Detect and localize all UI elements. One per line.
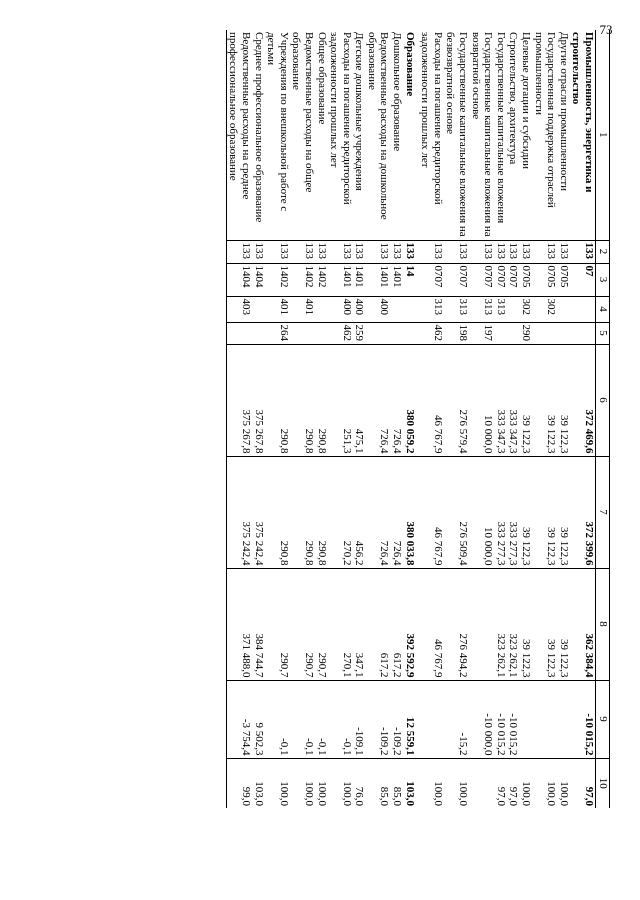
budget-table — [226, 30, 610, 808]
approved-plan-cell: 251,3 — [328, 344, 353, 456]
ministry-code-cell: 133 — [290, 240, 315, 263]
target-code-cell: 313 — [494, 296, 507, 322]
approved-plan-cell: 726,4 — [365, 344, 390, 456]
actual-executed-cell: 276 494,2 — [444, 568, 469, 680]
adjusted-plan-cell: 456,2 — [353, 456, 366, 568]
adjusted-plan-cell: 375 242,4 — [226, 456, 252, 568]
row-label-cell: Промышленность, энергетика и строительство — [570, 32, 595, 193]
target-code-cell — [557, 296, 570, 322]
approved-plan-cell: 372 469,6 — [570, 344, 596, 456]
approved-plan-cell: 375 267,8 — [252, 344, 265, 456]
table-row — [444, 30, 469, 808]
percent-executed-cell: 103,0 — [403, 758, 419, 808]
header-cell: 8 — [596, 568, 610, 680]
section-code-cell: 1402 — [265, 263, 290, 296]
expense-code-cell — [494, 322, 507, 344]
section-code-cell: 1401 — [365, 263, 390, 296]
deviation-cell: -10 000,0 — [469, 680, 494, 758]
row-label-cell: Ведомственные расходы на среднее профессиональное образование — [226, 30, 252, 240]
ministry-code-cell: 133 — [252, 240, 265, 263]
deviation-cell: -0,1 — [265, 680, 290, 758]
deviation-cell: 9 502,3 — [252, 680, 265, 758]
expense-code-cell: 259 — [353, 322, 366, 344]
adjusted-plan-cell: 270,2 — [328, 456, 353, 568]
approved-plan-cell: 46 767,9 — [419, 344, 444, 456]
table-row — [507, 30, 520, 808]
row-label-cell: Общее образование — [315, 32, 328, 125]
table-row — [353, 30, 366, 808]
actual-executed-cell — [469, 568, 494, 680]
adjusted-plan-cell: 276 509,4 — [444, 456, 469, 568]
page-number: 73 — [599, 22, 613, 37]
percent-executed-cell: 100,0 — [419, 758, 444, 808]
approved-plan-cell: 726,4 — [391, 344, 404, 456]
section-code-cell: 0705 — [519, 263, 532, 296]
deviation-cell: -109,2 — [391, 680, 404, 758]
approved-plan-cell: 290,8 — [290, 344, 315, 456]
row-label-cell: Государственные капитальные вложения — [494, 32, 507, 224]
header-cell: 6 — [596, 344, 610, 456]
ministry-code-cell: 133 — [353, 240, 366, 263]
deviation-cell: -109,1 — [353, 680, 366, 758]
ministry-code-cell: 133 — [557, 240, 570, 263]
actual-executed-cell: 371 488,0 — [226, 568, 252, 680]
section-code-cell: 14 — [403, 263, 419, 296]
expense-code-cell: 462 — [328, 322, 353, 344]
section-code-cell: 0707 — [507, 263, 520, 296]
table-row — [265, 30, 290, 808]
actual-executed-cell: 46 767,9 — [419, 568, 444, 680]
section-code-cell: 0707 — [494, 263, 507, 296]
ministry-code-cell: 133 — [315, 240, 328, 263]
table-row — [365, 30, 390, 808]
ministry-code-cell: 133 — [570, 240, 596, 263]
target-code-cell: 313 — [469, 296, 494, 322]
percent-executed-cell: 85,0 — [391, 758, 404, 808]
percent-executed-cell: 100,0 — [315, 758, 328, 808]
target-code-cell: 400 — [365, 296, 390, 322]
ministry-code-cell: 133 — [391, 240, 404, 263]
percent-executed-cell: 100,0 — [557, 758, 570, 808]
percent-executed-cell — [469, 758, 494, 808]
section-code-cell: 1402 — [290, 263, 315, 296]
section-code-cell: 0707 — [419, 263, 444, 296]
table-row — [315, 30, 328, 808]
header-cell: 2 — [596, 240, 610, 263]
section-code-cell: 1404 — [226, 263, 252, 296]
header-cell: 3 — [596, 263, 610, 296]
expense-code-cell: 264 — [265, 322, 290, 344]
table-row — [419, 30, 444, 808]
header-cell: 9 — [596, 680, 610, 758]
deviation-cell: -0,1 — [328, 680, 353, 758]
percent-executed-cell: 97,0 — [570, 758, 596, 808]
adjusted-plan-cell: 372 399,6 — [570, 456, 596, 568]
actual-executed-cell: 347,1 — [353, 568, 366, 680]
target-code-cell — [252, 296, 265, 322]
table-row — [391, 30, 404, 808]
actual-executed-cell: 617,2 — [365, 568, 390, 680]
approved-plan-cell: 39 122,3 — [532, 344, 557, 456]
approved-plan-cell: 39 122,3 — [519, 344, 532, 456]
ministry-code-cell: 133 — [365, 240, 390, 263]
actual-executed-cell: 290,7 — [315, 568, 328, 680]
deviation-cell: 12 559,1 — [403, 680, 419, 758]
deviation-cell — [532, 680, 557, 758]
approved-plan-cell: 333 347,3 — [494, 344, 507, 456]
expense-code-cell — [391, 322, 404, 344]
section-code-cell: 1402 — [315, 263, 328, 296]
row-label-cell: Государственные капитальные вложения на возвратной основе — [469, 32, 495, 237]
table-row — [252, 30, 265, 808]
section-code-cell: 0707 — [444, 263, 469, 296]
ministry-code-cell: 133 — [507, 240, 520, 263]
adjusted-plan-cell: 726,4 — [391, 456, 404, 568]
percent-executed-cell: 76,0 — [353, 758, 366, 808]
actual-executed-cell: 392 592,9 — [403, 568, 419, 680]
adjusted-plan-cell: 726,4 — [365, 456, 390, 568]
adjusted-plan-cell: 46 767,9 — [419, 456, 444, 568]
target-code-cell — [507, 296, 520, 322]
row-label-cell: Государственные капитальные вложения на безвозвратной основе — [444, 32, 470, 237]
row-label-cell: Расходы на погашение кредиторской задолженности прошлых лет — [328, 32, 353, 205]
deviation-cell: -0,1 — [315, 680, 328, 758]
row-label-cell: Среднее профессиональное образование — [252, 32, 265, 223]
approved-plan-cell: 39 122,3 — [557, 344, 570, 456]
expense-code-cell — [532, 322, 557, 344]
target-code-cell: 313 — [444, 296, 469, 322]
deviation-cell — [519, 680, 532, 758]
actual-executed-cell: 362 384,4 — [570, 568, 596, 680]
adjusted-plan-cell: 39 122,3 — [557, 456, 570, 568]
actual-executed-cell: 323 262,1 — [494, 568, 507, 680]
ministry-code-cell: 133 — [444, 240, 469, 263]
deviation-cell: -3 754,4 — [226, 680, 252, 758]
table-row — [494, 30, 507, 808]
target-code-cell — [570, 296, 596, 322]
approved-plan-cell: 290,8 — [265, 344, 290, 456]
adjusted-plan-cell: 375 242,4 — [252, 456, 265, 568]
section-code-cell: 0705 — [532, 263, 557, 296]
adjusted-plan-cell: 10 000,0 — [469, 456, 494, 568]
target-code-cell: 403 — [226, 296, 252, 322]
table-row — [519, 30, 532, 808]
row-label-cell: Ведомственные расходы на общее образование — [290, 32, 315, 193]
target-code-cell: 401 — [265, 296, 290, 322]
row-label-cell: Образование — [403, 32, 416, 97]
section-code-cell: 1401 — [391, 263, 404, 296]
table-row — [403, 30, 419, 808]
row-label-cell: Строительство, архитектура — [507, 32, 520, 165]
approved-plan-cell: 375 267,8 — [226, 344, 252, 456]
target-code-cell — [315, 296, 328, 322]
ministry-code-cell: 133 — [328, 240, 353, 263]
actual-executed-cell: 323 262,1 — [507, 568, 520, 680]
expense-code-cell — [226, 322, 252, 344]
percent-executed-cell: 100,0 — [290, 758, 315, 808]
expense-code-cell: 197 — [469, 322, 494, 344]
target-code-cell: 302 — [532, 296, 557, 322]
expense-code-cell — [507, 322, 520, 344]
ministry-code-cell: 133 — [403, 240, 419, 263]
deviation-cell — [419, 680, 444, 758]
approved-plan-cell: 475,1 — [353, 344, 366, 456]
adjusted-plan-cell: 333 277,3 — [507, 456, 520, 568]
target-code-cell — [391, 296, 404, 322]
actual-executed-cell: 270,1 — [328, 568, 353, 680]
deviation-cell: -15,2 — [444, 680, 469, 758]
table-row — [469, 30, 494, 808]
deviation-cell: -10 015,2 — [570, 680, 596, 758]
table-row — [532, 30, 557, 808]
table-header-row — [596, 30, 610, 808]
actual-executed-cell: 39 122,3 — [557, 568, 570, 680]
section-code-cell: 0705 — [557, 263, 570, 296]
adjusted-plan-cell: 380 033,8 — [403, 456, 419, 568]
row-label-cell: Другие отрасли промышленности — [557, 32, 570, 192]
target-code-cell: 400 — [328, 296, 353, 322]
section-code-cell: 0707 — [469, 263, 494, 296]
percent-executed-cell: 85,0 — [365, 758, 390, 808]
actual-executed-cell: 39 122,3 — [519, 568, 532, 680]
expense-code-cell — [315, 322, 328, 344]
section-code-cell: 1401 — [328, 263, 353, 296]
actual-executed-cell: 39 122,3 — [532, 568, 557, 680]
expense-code-cell — [252, 322, 265, 344]
ministry-code-cell: 133 — [532, 240, 557, 263]
target-code-cell: 401 — [290, 296, 315, 322]
header-cell: 4 — [596, 296, 610, 322]
percent-executed-cell: 100,0 — [328, 758, 353, 808]
expense-code-cell — [403, 322, 419, 344]
ministry-code-cell: 133 — [469, 240, 494, 263]
expense-code-cell: 198 — [444, 322, 469, 344]
actual-executed-cell: 290,7 — [290, 568, 315, 680]
expense-code-cell — [365, 322, 390, 344]
percent-executed-cell: 100,0 — [519, 758, 532, 808]
adjusted-plan-cell: 290,8 — [290, 456, 315, 568]
table-row — [290, 30, 315, 808]
ministry-code-cell: 133 — [226, 240, 252, 263]
percent-executed-cell: 103,0 — [252, 758, 265, 808]
table-row — [226, 30, 252, 808]
adjusted-plan-cell: 39 122,3 — [519, 456, 532, 568]
deviation-cell: -10 015,2 — [507, 680, 520, 758]
approved-plan-cell: 276 579,4 — [444, 344, 469, 456]
header-cell: 10 — [596, 758, 610, 808]
approved-plan-cell: 380 059,2 — [403, 344, 419, 456]
expense-code-cell — [290, 322, 315, 344]
expense-code-cell: 462 — [419, 322, 444, 344]
row-label-cell: Государственная поддержка отраслей промышленности — [532, 32, 558, 208]
deviation-cell: -10 015,2 — [494, 680, 507, 758]
percent-executed-cell: 100,0 — [265, 758, 290, 808]
adjusted-plan-cell: 290,8 — [315, 456, 328, 568]
header-cell: 1 — [596, 30, 610, 240]
row-label-cell: Детские дошкольные учреждения — [353, 32, 366, 191]
expense-code-cell: 290 — [519, 322, 532, 344]
section-code-cell: 1401 — [353, 263, 366, 296]
approved-plan-cell: 290,8 — [315, 344, 328, 456]
percent-executed-cell: 97,0 — [507, 758, 520, 808]
expense-code-cell — [557, 322, 570, 344]
row-label-cell: Учреждения по внешкольной работе с детьми — [265, 32, 290, 212]
row-label-cell: Ведомственные расходы на дошкольное образование — [365, 32, 391, 220]
target-code-cell: 302 — [519, 296, 532, 322]
adjusted-plan-cell: 333 277,3 — [494, 456, 507, 568]
row-label-cell: Целевые дотации и субсидии — [520, 32, 533, 170]
ministry-code-cell: 133 — [519, 240, 532, 263]
table-row — [557, 30, 570, 808]
adjusted-plan-cell: 290,8 — [265, 456, 290, 568]
section-code-cell: 1404 — [252, 263, 265, 296]
ministry-code-cell: 133 — [265, 240, 290, 263]
percent-executed-cell: 100,0 — [444, 758, 469, 808]
target-code-cell: 400 — [353, 296, 366, 322]
percent-executed-cell: 100,0 — [532, 758, 557, 808]
deviation-cell: -109,2 — [365, 680, 390, 758]
deviation-cell: -0,1 — [290, 680, 315, 758]
actual-executed-cell: 384 744,7 — [252, 568, 265, 680]
row-label-cell: Дошкольное образование — [391, 32, 404, 152]
percent-executed-cell: 97,0 — [494, 758, 507, 808]
actual-executed-cell: 617,2 — [391, 568, 404, 680]
percent-executed-cell: 99,0 — [226, 758, 252, 808]
table-body — [226, 30, 595, 808]
table-row — [328, 30, 353, 808]
header-cell: 5 — [596, 322, 610, 344]
ministry-code-cell: 133 — [419, 240, 444, 263]
adjusted-plan-cell: 39 122,3 — [532, 456, 557, 568]
approved-plan-cell: 333 347,3 — [507, 344, 520, 456]
deviation-cell — [557, 680, 570, 758]
table-row — [570, 30, 596, 808]
expense-code-cell — [570, 322, 596, 344]
header-cell: 7 — [596, 456, 610, 568]
target-code-cell: 313 — [419, 296, 444, 322]
row-label-cell: Расходы на погашение кредиторской задолженности прошлых лет — [419, 32, 444, 205]
section-code-cell: 07 — [570, 263, 596, 296]
ministry-code-cell: 133 — [494, 240, 507, 263]
target-code-cell — [403, 296, 419, 322]
actual-executed-cell: 290,7 — [265, 568, 290, 680]
approved-plan-cell: 10 000,0 — [469, 344, 494, 456]
